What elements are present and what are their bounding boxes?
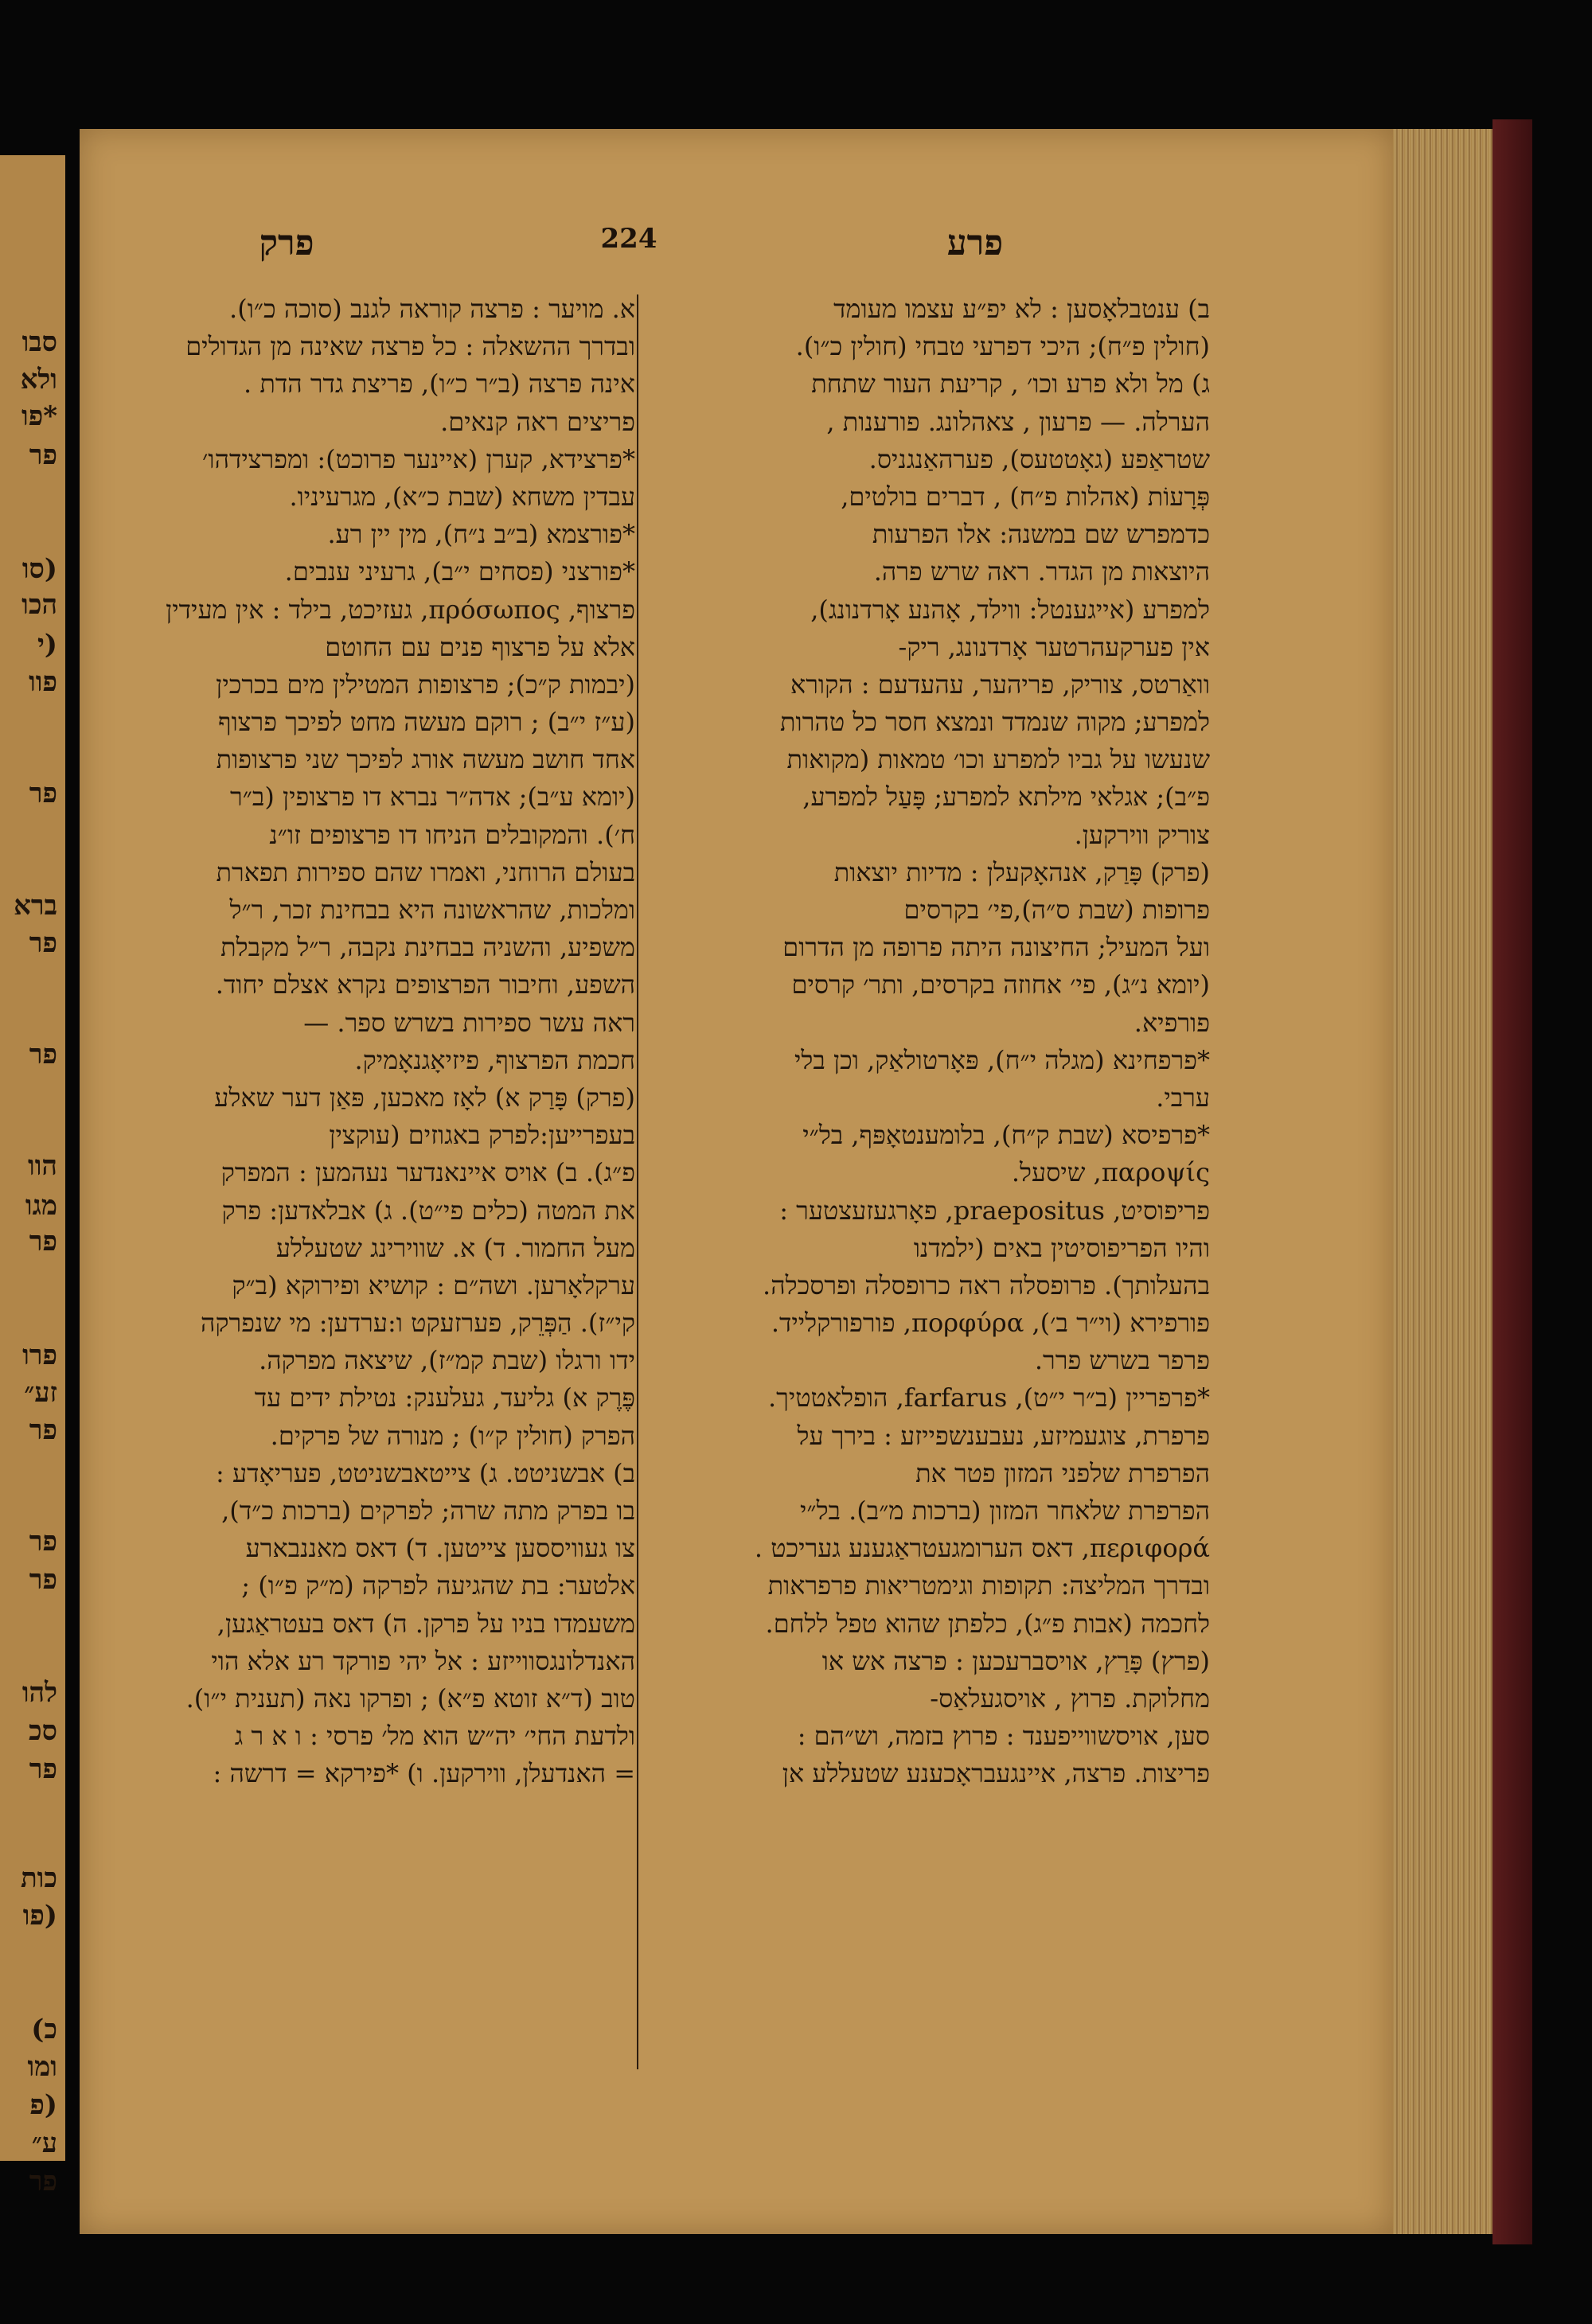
text-line: ערקלאָרען. ושה״ם : קושיא ופירוקא (ב״ק <box>232 1269 635 1300</box>
prev-page-fragment: פר <box>29 927 57 959</box>
prev-page-fragment: פוו <box>29 666 57 698</box>
prev-page-fragment: (פו <box>22 1900 57 1932</box>
prev-page-fragment: פר <box>29 1753 57 1785</box>
text-line: פ״ב); אגלאי מילתא למפרע; פָּעַל למפרע, <box>802 782 1210 813</box>
prev-page-fragment: פר <box>29 1039 57 1070</box>
prev-page-fragment: פר <box>29 1414 57 1446</box>
prev-page-fragment: פר <box>29 2166 57 2197</box>
prev-page-fragment: ברא <box>14 890 57 922</box>
text-line: *פרצידא, קערן (איינער פרוכט): ומפרצידהו׳ <box>202 443 635 474</box>
text-line: אינה פרצה (ב״ר כ״ו), פריצת גדר הדת . <box>244 368 635 400</box>
text-line: ידו ורגלו (שבת קמ״ז), שיצאה מפרקה. <box>259 1345 635 1376</box>
text-line: צוריק ווירקען. <box>1074 819 1210 850</box>
text-line: מעל החמור. ד) א. שווירינג שטעללע <box>275 1232 635 1263</box>
prev-page-fragment: סבו <box>21 326 57 358</box>
text-line: ועל המעיל; החיצונה היתה פרופה מן הדרום <box>782 932 1210 963</box>
text-line: הפרפרת שלפני המזון פטר את <box>915 1457 1210 1488</box>
prev-page-fragment: פרו <box>22 1339 57 1371</box>
text-line: קי״ז). הַפְּרֵק, פערזעקט ו:ערדען: מי שנפרקה <box>200 1308 635 1339</box>
left-column <box>94 290 635 1793</box>
text-line: פרפר בשרש פרר. <box>1034 1345 1210 1376</box>
text-line: ובדרך המליצה: תקופות וגימטריאות פרפראות <box>767 1570 1210 1601</box>
text-line: היוצאות מן הגדר. ראה שרש פרה. <box>873 556 1210 587</box>
text-line: ובדרך ההשאלה : כל פרצה שאינה מן הגדולים <box>185 331 635 362</box>
text-line: הפרק (חולין ק״ו) ; מנורה של פרקים. <box>270 1420 635 1451</box>
text-line: צו געוויססען צייטען. ד) דאס מאננבארע <box>245 1533 635 1564</box>
text-line: סען, אויסשווייפענד : פרוץ בזמה, וש״הם : <box>797 1721 1210 1752</box>
text-line: ולדעת החי׳ יה״ש הוא מל׳ פרסי : ו א ר ג <box>234 1721 635 1752</box>
text-line: עבדין משחא (שבת כ״א), מגרעיניו. <box>289 481 635 512</box>
running-header-left: פרק <box>259 223 314 263</box>
text-line: א. מויער : פרצה קוראה לגנב (סוכה כ״ו). <box>229 294 635 324</box>
prev-page-fragment: פר <box>29 1526 57 1558</box>
prev-page-fragment: הכו <box>21 589 57 621</box>
text-line: פֶּרֶק א) גליעד, געלענק: נטילת ידים עד <box>254 1382 635 1414</box>
prev-page-fragment: ומו <box>27 2051 57 2083</box>
prev-page-fragment: פר <box>29 1564 57 1596</box>
text-line: (יומא נ״ג), פי׳ אחוזה בקרסים, ותר׳ קרסים <box>791 969 1210 1000</box>
prev-page-fragment: פר <box>29 778 57 809</box>
column-divider <box>637 294 638 2069</box>
text-line: שטראַפע (גאָטטעס), פערהאַנגניס. <box>868 443 1210 474</box>
page-number: 224 <box>600 223 657 255</box>
text-line: *פורצמא (ב״ב נ״ח), מין יין רע. <box>327 519 635 550</box>
text-line: כדמפרש שם במשנה: אלו הפרעות <box>872 519 1210 550</box>
prev-page-fragment: מגו <box>25 1190 57 1222</box>
prev-page-fragment: (פ <box>29 2089 57 2121</box>
text-line: ראה עשר ספירות בשרש ספר. — <box>303 1007 635 1038</box>
text-line: פריצים ראה קנאים. <box>440 406 635 437</box>
text-line: את המטה (כלים פי״ט). ג) אבלאדען: פרק <box>221 1195 635 1226</box>
text-line: ג) מל ולא פרע וכו׳ , קריעת העור שתחת <box>811 368 1210 400</box>
text-line: פורפירא (וי״ר ב׳), πορφύρα, פורפורקלייד. <box>771 1308 1210 1339</box>
prev-page-fragment: (סו <box>21 553 57 585</box>
text-line: *פרפריין (ב״ר י״ט), farfarus, הופלאטטיך. <box>767 1382 1210 1414</box>
text-line: פרפרת, צוגעמיזע, נעבענשפייזע : בירך על <box>797 1420 1210 1451</box>
text-line: חכמת הפרצוף, פיזיאָגנאָמיק. <box>354 1044 635 1075</box>
text-line: פריפוסיט, praepositus, פאָרגעזעצטער : <box>779 1195 1210 1226</box>
prev-page-fragment: ע״ <box>31 2127 57 2159</box>
text-line: = האנדעלן, ווירקען. ו) *פירקא = דרשה : <box>213 1758 635 1789</box>
prev-page-fragment: (י <box>37 629 57 661</box>
prev-page-fragment: כות <box>20 1862 57 1894</box>
text-line: פריצות. פרצה, איינגעבראָכענע שטעללע אן <box>782 1758 1210 1789</box>
text-line: לחכמה (אבות פ״ג), כלפתן שהוא טפל ללחם. <box>765 1608 1210 1639</box>
text-line: למפרע (אייגענטל: ווילד, אָהנע אָרדנונג), <box>810 594 1210 625</box>
text-line: הערלה. — פרעון , צאהלונג. פורענות , <box>826 406 1210 437</box>
text-line: פְּרָעוֹת (אהלות פ״ח) , דברים בולטים, <box>841 481 1210 512</box>
text-line: παροψίς, שיסעל. <box>1011 1157 1210 1188</box>
text-line: ומלכות, שהראשונה היא בבחינת זכר, ר״ל <box>229 895 635 925</box>
prev-page-fragment: *פו <box>21 400 57 432</box>
text-line: אין פערקעהרטער אָרדנונג, ריק- <box>898 631 1210 662</box>
text-line: ב) אבשניטט. ג) צייטאבשניטט, פעריאָדע : <box>216 1457 635 1488</box>
text-line: *פרפיסא (שבת ק״ח), בלומענטאָפּף, בל״י <box>802 1120 1210 1151</box>
text-line: (יבמות ק״כ); פרצופות המטילין מים בכרכין <box>216 669 635 700</box>
prev-page-fragment: כ) <box>31 2014 57 2045</box>
text-line: טוב (ד״א זוטא פ״א) ; ופרקו נאה (תענית י״ו). <box>185 1683 635 1714</box>
text-line: (יומא ע״ב); אדה״ר נברא דו פרצופין (ב״ר <box>230 782 635 813</box>
text-line: (פרץ) פָּרַץ, אויסברעכען : פרצה אש או <box>821 1645 1210 1676</box>
prev-page-fragment: להו <box>21 1677 57 1709</box>
text-line: פ״ג). ב) אויס איינאנדער נעהמען : המפרק <box>220 1157 635 1188</box>
text-line: ח׳). והמקובלים הניחו דו פרצופים זו״נ <box>269 819 635 850</box>
text-line: בהעלותך). פרופסלה ראה כרופסלה ופרסכלה. <box>763 1269 1210 1300</box>
prev-page-fragment: ולא <box>20 364 57 396</box>
prev-page-fragment: פר <box>29 439 57 471</box>
text-line: למפרע; מקוה שנמדד ונמצא חסר כל טהרות <box>780 707 1210 738</box>
text-line: בעפרייען:לפרק באגוזים (עוקצין <box>329 1120 635 1151</box>
prev-page-fragment: פר <box>29 1226 57 1258</box>
text-line: השפע, וחיבור הפרצופים נקרא אצלם יחוד. <box>215 969 635 1000</box>
text-line: אלא על פרצוף פנים עם החוטם <box>325 631 635 662</box>
text-line: משעמדו בניו על פרקן. ה) דאס בעטראַגען, <box>217 1608 635 1639</box>
text-line: פורפיא. <box>1134 1007 1210 1038</box>
text-line: (פרק) פָּרַק, אנהאָקעלן : מדיות יוצאות <box>833 856 1210 887</box>
book-binding <box>1492 119 1532 2244</box>
text-line: הפרפרת שלאחר המזון (ברכות מ״ב). בל״י <box>800 1495 1210 1526</box>
text-line: בעולם הרוחני, ואמרו שהם ספירות תפארת <box>216 856 635 887</box>
right-column <box>641 290 1210 1793</box>
text-line: ערבי. <box>1156 1082 1210 1113</box>
text-line: *פרפחינא (מגלה י״ח), פּאָרטולאַק, וכן בלי <box>794 1044 1210 1075</box>
text-line: מחלוקת. פרוץ , אויסגעלאַס- <box>930 1683 1210 1714</box>
text-line: ב) ענטבלאָסען : לא יפ״ע עצמו מעומד <box>833 294 1210 324</box>
page-stack-edge <box>1393 129 1492 2234</box>
text-line: *פורצני (פסחים י״ב), גרעיני ענבים. <box>284 556 635 587</box>
text-line: περιφορά, דאס הערומגעטראַגענע געריכט . <box>754 1533 1210 1564</box>
previous-page-edge <box>0 155 65 2197</box>
text-line: פרופות (שבת ס״ה),פי׳ בקרסים <box>903 895 1210 925</box>
text-line: האנדלונגסווייזע : אל יהי פורקד רע אלא הוי <box>211 1645 635 1676</box>
text-line: אחד חושב מעשה אורג לפיכך שני פרצופות <box>216 744 635 775</box>
text-line: פרצוף, πρόσωπος, געזיכט, בילד : אין מעידין <box>166 594 635 625</box>
text-line: בו בפרק מתה שרה; לפרקים (ברכות כ״ד), <box>221 1495 635 1526</box>
text-line: (פרק) פָּרַק א) לאָז מאכען, פּאַן דער שאלע <box>214 1082 635 1113</box>
text-line: וואַרטס, צוריק, פריהער, עהעדעם : הקורא <box>790 669 1210 700</box>
text-line: משפיע, והשניה בבחינת נקבה, ר״ל מקבלת <box>220 932 635 963</box>
prev-page-fragment: סכ <box>29 1715 57 1747</box>
text-line: אלטער: בת שהגיעה לפרקה (מ״ק פ״ו) ; <box>241 1570 635 1601</box>
prev-page-fragment: זע״ <box>24 1377 57 1409</box>
running-header-right: פרע <box>946 223 1004 263</box>
prev-page-fragment: הוו <box>28 1150 57 1182</box>
text-line: (ע״ז י״ב) ; רוקם מעשה מחט לפיכך פרצוף <box>218 707 635 738</box>
text-line: שנעשו על גביו למפרע וכו׳ טמאות (מקואות <box>786 744 1210 775</box>
text-line: (חולין פ״ח); היכי דפרעי טבחי (חולין כ״ו). <box>795 331 1210 362</box>
text-line: והיו הפריפוסיטין באים (ילמדנו <box>913 1232 1210 1263</box>
